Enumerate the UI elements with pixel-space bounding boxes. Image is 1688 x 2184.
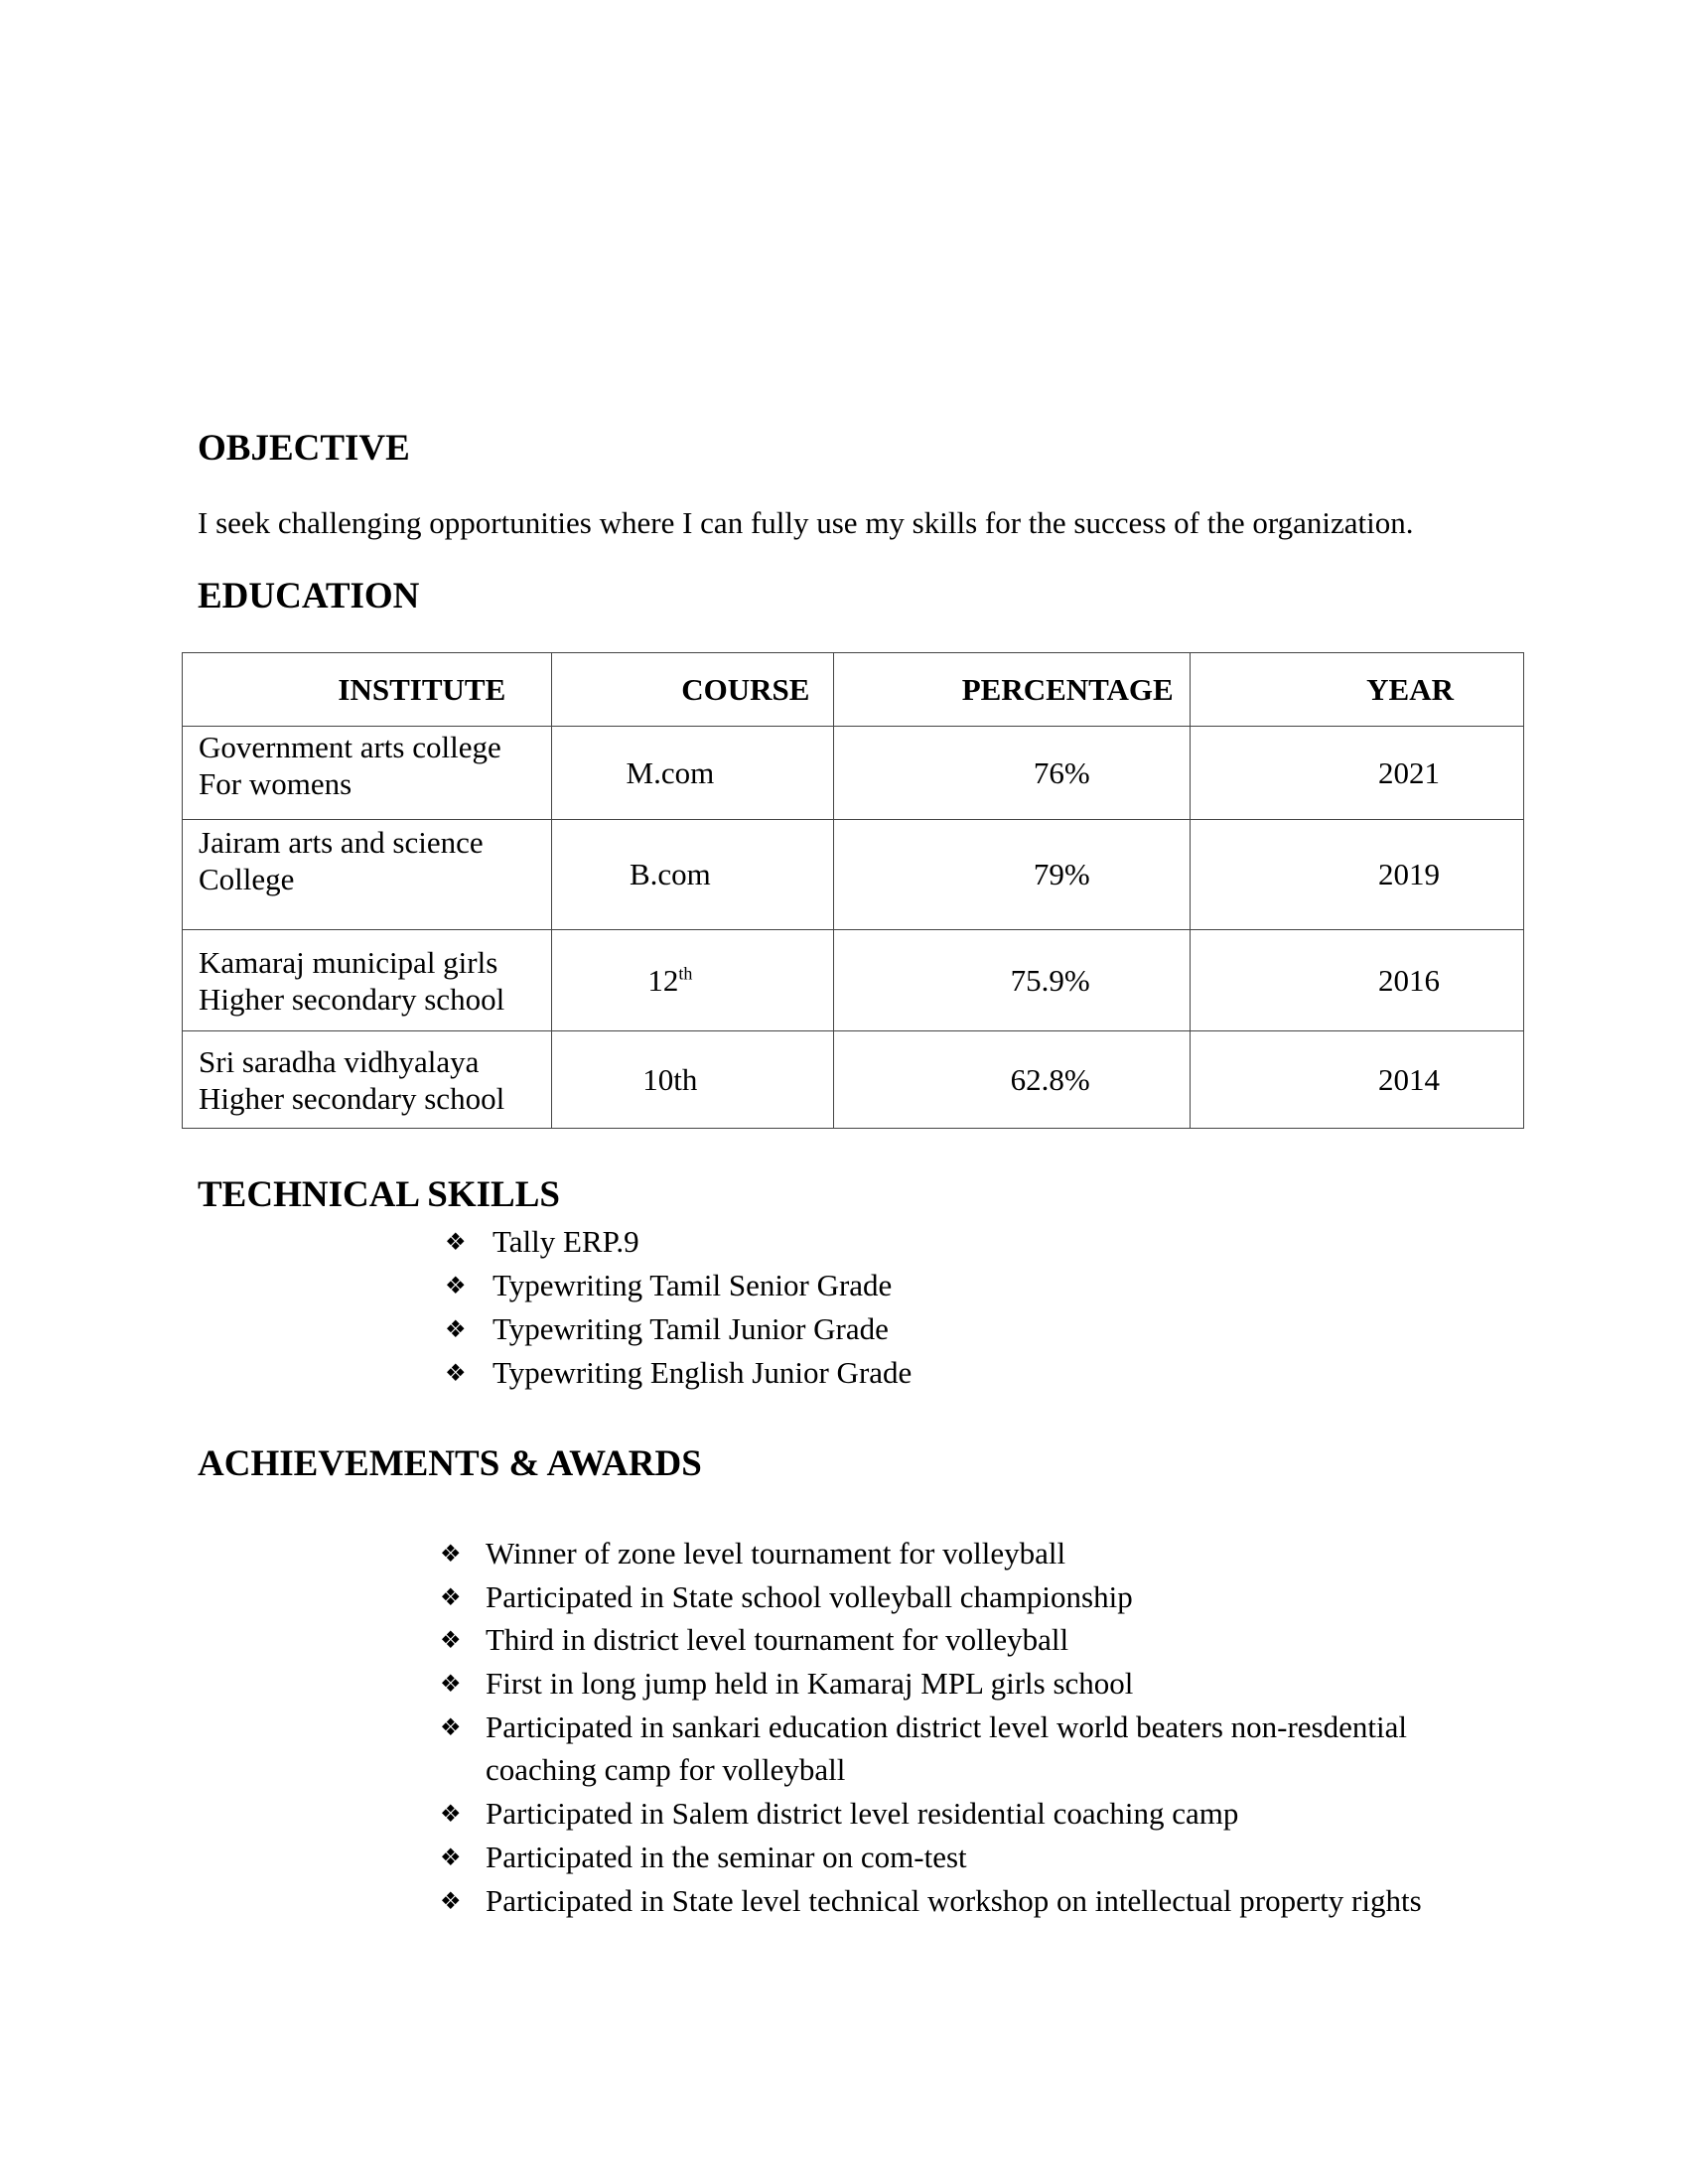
institute-line1: Kamaraj municipal girls [199,944,498,980]
diamond-bullet-icon: ❖ [440,1628,462,1655]
column-header-institute: INSTITUTE [183,653,552,727]
table-row [183,930,1524,1031]
list-item [440,1579,1422,1623]
diamond-bullet-icon: ❖ [440,1888,462,1915]
column-header-year: YEAR [1190,653,1523,727]
year-cell: 2016 [1190,930,1523,1031]
list-item [445,1311,912,1355]
education-table [182,652,1524,1129]
percentage-cell: 76% [834,727,1190,820]
list-item [440,1709,1422,1753]
achievement-text: Participated in State school volleyball championship [486,1578,1133,1614]
diamond-bullet-icon: ❖ [445,1274,467,1299]
institute-line2: For womens [199,766,352,801]
achievement-text: Third in district level tournament for volleyball [486,1622,1069,1658]
table-header-row [183,653,1524,727]
diamond-bullet-icon: ❖ [440,1802,462,1829]
diamond-bullet-icon: ❖ [440,1584,462,1611]
skill-text: Typewriting Tamil Junior Grade [492,1311,889,1346]
course-value: M.com [626,754,715,790]
course-cell [552,727,834,820]
institute-cell [183,930,552,1031]
objective-text: I seek challenging opportunities where I can fully use my skills for the success of the organization. [198,505,1414,540]
diamond-bullet-icon: ❖ [445,1230,467,1256]
achievement-text: Participated in Salem district level residential coaching camp [486,1796,1239,1832]
course-cell [552,930,834,1031]
percentage-cell: 75.9% [834,930,1190,1031]
percentage-cell: 62.8% [834,1031,1190,1129]
list-item [440,1840,1422,1883]
institute-cell [183,727,552,820]
diamond-bullet-icon: ❖ [445,1361,467,1387]
institute-cell [183,1031,552,1129]
skill-text: Tally ERP.9 [492,1224,639,1259]
percentage-cell: 79% [834,820,1190,930]
table-row [183,1031,1524,1129]
skill-text: Typewriting Tamil Senior Grade [492,1268,893,1302]
table-row [183,820,1524,930]
list-item [440,1536,1422,1579]
course-value: 10th [642,1061,698,1097]
course-superscript: th [678,963,693,984]
institute-line2: College [199,862,295,896]
list-item [440,1622,1422,1666]
course-cell [552,1031,834,1129]
diamond-bullet-icon: ❖ [440,1844,462,1871]
skill-text: Typewriting English Junior Grade [492,1355,913,1390]
institute-line2: Higher secondary school [199,1080,505,1116]
course-value: B.com [629,857,711,891]
achievement-text: Participated in State level technical workshop on intellectual property rights [486,1882,1422,1918]
technical-skills-list [445,1224,912,1399]
institute-line2: Higher secondary school [199,981,505,1017]
list-item [445,1355,912,1399]
list-item [445,1268,912,1311]
achievement-text: coaching camp for volleyball [486,1752,846,1788]
table-row [183,727,1524,820]
course-value: 12 [647,962,679,998]
achievement-text: First in long jump held in Kamaraj MPL girls school [486,1666,1134,1702]
list-item [440,1883,1422,1927]
year-cell: 2014 [1190,1031,1523,1129]
achievement-text: Participated in sankari education district level world beaters non-resdential [486,1708,1407,1744]
institute-cell [183,820,552,930]
year-cell: 2021 [1190,727,1523,820]
institute-line1: Sri saradha vidhyalaya [199,1043,480,1079]
achievements-heading: ACHIEVEMENTS & AWARDS [198,1443,702,1484]
course-cell [552,820,834,930]
achievement-text: Participated in the seminar on com-test [486,1839,967,1874]
list-item [440,1666,1422,1709]
technical-skills-heading: TECHNICAL SKILLS [198,1174,560,1215]
objective-heading: OBJECTIVE [198,428,410,469]
list-item [440,1796,1422,1840]
institute-line1: Government arts college [199,730,501,764]
list-item [445,1224,912,1268]
achievements-list [440,1536,1422,1926]
education-heading: EDUCATION [198,576,420,616]
list-item-continuation [440,1752,1422,1796]
diamond-bullet-icon: ❖ [440,1672,462,1699]
diamond-bullet-icon: ❖ [440,1714,462,1741]
year-cell: 2019 [1190,820,1523,930]
diamond-bullet-icon: ❖ [440,1542,462,1568]
institute-line1: Jairam arts and science [199,825,484,860]
column-header-course: COURSE [552,653,834,727]
column-header-percentage: PERCENTAGE [834,653,1190,727]
achievement-text: Winner of zone level tournament for volleyball [486,1536,1066,1570]
diamond-bullet-icon: ❖ [445,1317,467,1343]
